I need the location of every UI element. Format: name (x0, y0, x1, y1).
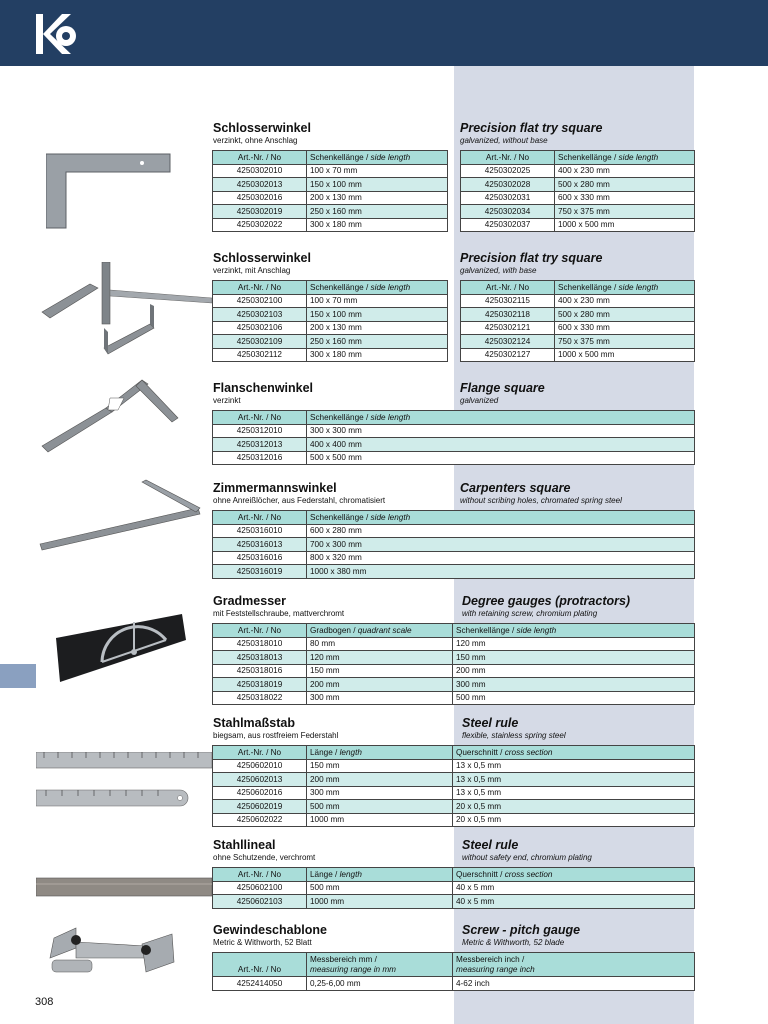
table-row: 4250312016 500 x 500 mm (213, 451, 695, 465)
col-header-side-length: Schenkellänge / side length (307, 151, 448, 165)
col-header-art-no: Art.-Nr. / No (461, 281, 555, 295)
table-row: 4250602022 1000 mm 20 x 0,5 mm (213, 813, 695, 827)
table-row: 4250302118 500 x 280 mm (461, 308, 695, 322)
table-row: 4250302025 400 x 230 mm (461, 164, 695, 178)
table-row: 4250602100 500 mm 40 x 5 mm (213, 881, 695, 895)
section-title-de: Schlosserwinkel (213, 251, 311, 265)
table-row: 4250302022 300 x 180 mm (213, 218, 448, 232)
spec-table (212, 867, 695, 909)
table-row: 4250318010 80 mm 120 mm (213, 637, 695, 651)
section-title-de: Stahlmaßstab (213, 716, 295, 730)
table-row: 4250318022 300 mm 500 mm (213, 691, 695, 705)
section-title-de: Gewindeschablone (213, 923, 327, 937)
table-row: 4250316016 800 x 320 mm (213, 551, 695, 565)
table-row: 4250602010 150 mm 13 x 0,5 mm (213, 759, 695, 773)
table-row: 4250302121 600 x 330 mm (461, 321, 695, 335)
table-row: 4250316013 700 x 300 mm (213, 538, 695, 552)
section-subtitle-en: galvanized, with base (460, 266, 537, 275)
col-header-side-length: Schenkellänge / side length (453, 624, 695, 638)
product-image-flange-square (40, 374, 180, 454)
section-title-en: Steel rule (462, 838, 519, 852)
spec-table (212, 745, 695, 827)
product-image-pitch-gauge (46, 924, 176, 980)
header-bar (0, 0, 768, 66)
section-title-en: Carpenters square (460, 481, 571, 495)
side-tab-marker (0, 664, 36, 688)
col-header-length: Länge / length (307, 868, 453, 882)
section-title-de: Stahllineal (213, 838, 276, 852)
table-row: 4250302031 600 x 330 mm (461, 191, 695, 205)
col-header-cross-section: Querschnitt / cross section (453, 868, 695, 882)
table-row: 4250316010 600 x 280 mm (213, 524, 695, 538)
table-row: 4250302115 400 x 230 mm (461, 294, 695, 308)
col-header-art-no: Art.-Nr. / No (213, 411, 307, 425)
col-header-art-no: Art.-Nr. / No (213, 868, 307, 882)
col-header-range-mm: Messbereich mm / measuring range in mm (307, 953, 453, 977)
section-title-en: Steel rule (462, 716, 519, 730)
table-row: 4250302013 150 x 100 mm (213, 178, 448, 192)
company-logo (36, 12, 80, 56)
product-image-try-square-base (40, 262, 215, 357)
col-header-cross-section: Querschnitt / cross section (453, 746, 695, 760)
table-row: 4250312010 300 x 300 mm (213, 424, 695, 438)
col-header-art-no: Art.-Nr. / No (213, 511, 307, 525)
spec-table (212, 410, 695, 465)
page-number: 308 (35, 996, 54, 1008)
spec-table (212, 510, 695, 579)
table-row: 4250602103 1000 mm 40 x 5 mm (213, 895, 695, 909)
section-subtitle-de: verzinkt (213, 396, 241, 405)
table-row: 4250316019 1000 x 380 mm (213, 565, 695, 579)
section-subtitle-de: verzinkt, ohne Anschlag (213, 136, 298, 145)
section-title-en: Precision flat try square (460, 251, 603, 265)
spec-table (212, 952, 695, 991)
col-header-art-no: Art.-Nr. / No (461, 151, 555, 165)
table-row: 4252414050 0,25-6,00 mm 4-62 inch (213, 977, 695, 991)
table-row: 4250602016 300 mm 13 x 0,5 mm (213, 786, 695, 800)
table-row: 4250602019 500 mm 20 x 0,5 mm (213, 800, 695, 814)
col-header-art-no: Art.-Nr. / No (213, 281, 307, 295)
table-row: 4250312013 400 x 400 mm (213, 438, 695, 452)
col-header-side-length: Schenkellänge / side length (555, 151, 695, 165)
section-subtitle-de: ohne Schutzende, verchromt (213, 853, 316, 862)
spec-table-left (212, 150, 448, 232)
col-header-side-length: Schenkellänge / side length (555, 281, 695, 295)
table-row: 4250302034 750 x 375 mm (461, 205, 695, 219)
section-subtitle-de: Metric & Withworth, 52 Blatt (213, 938, 312, 947)
table-row: 4250302103 150 x 100 mm (213, 308, 448, 322)
spec-table-right (460, 280, 695, 362)
section-title-en: Degree gauges (protractors) (462, 594, 631, 608)
section-title-de: Flanschenwinkel (213, 381, 314, 395)
table-row: 4250302016 200 x 130 mm (213, 191, 448, 205)
table-row: 4250318013 120 mm 150 mm (213, 651, 695, 665)
col-header-range-inch: Messbereich inch / measuring range inch (453, 953, 695, 977)
section-subtitle-en: without scribing holes, chromated spring steel (460, 496, 622, 505)
table-row: 4250302028 500 x 280 mm (461, 178, 695, 192)
section-title-en: Flange square (460, 381, 545, 395)
col-header-side-length: Schenkellänge / side length (307, 411, 695, 425)
table-row: 4250302100 100 x 70 mm (213, 294, 448, 308)
section-subtitle-de: mit Feststellschraube, mattverchromt (213, 609, 345, 618)
section-subtitle-de: ohne Anreißlöcher, aus Federstahl, chromatisiert (213, 496, 386, 505)
col-header-side-length: Schenkellänge / side length (307, 281, 448, 295)
table-row: 4250318019 200 mm 300 mm (213, 678, 695, 692)
section-subtitle-en: flexible, stainless spring steel (462, 731, 566, 740)
col-header-quadrant-scale: Gradbogen / quadrant scale (307, 624, 453, 638)
col-header-art-no: Art.-Nr. / No (213, 953, 307, 977)
product-image-steel-rule (36, 752, 214, 810)
section-subtitle-en: galvanized (460, 396, 499, 405)
section-subtitle-en: with retaining screw, chromium plating (462, 609, 598, 618)
table-row: 4250302010 100 x 70 mm (213, 164, 448, 178)
product-image-carpenters-square (38, 478, 208, 552)
col-header-side-length: Schenkellänge / side length (307, 511, 695, 525)
section-title-en: Precision flat try square (460, 121, 603, 135)
section-title-de: Schlosserwinkel (213, 121, 311, 135)
spec-table-left (212, 280, 448, 362)
table-row: 4250302037 1000 x 500 mm (461, 218, 695, 232)
col-header-length: Länge / length (307, 746, 453, 760)
table-row: 4250302127 1000 x 500 mm (461, 348, 695, 362)
table-row: 4250302112 300 x 180 mm (213, 348, 448, 362)
spec-table (212, 623, 695, 705)
section-title-de: Zimmermannswinkel (213, 481, 337, 495)
section-title-en: Screw - pitch gauge (462, 923, 581, 937)
product-image-steel-straightedge (36, 876, 214, 898)
table-row: 4250302109 250 x 160 mm (213, 335, 448, 349)
table-row: 4250318016 150 mm 200 mm (213, 664, 695, 678)
table-row: 4250302124 750 x 375 mm (461, 335, 695, 349)
section-subtitle-en: galvanized, without base (460, 136, 548, 145)
section-subtitle-en: without safety end, chromium plating (462, 853, 592, 862)
product-image-protractor (56, 610, 186, 684)
table-row: 4250302019 250 x 160 mm (213, 205, 448, 219)
table-row: 4250602013 200 mm 13 x 0,5 mm (213, 773, 695, 787)
section-subtitle-de: biegsam, aus rostfreiem Federstahl (213, 731, 339, 740)
col-header-art-no: Art.-Nr. / No (213, 746, 307, 760)
spec-table-right (460, 150, 695, 232)
section-title-de: Gradmesser (213, 594, 286, 608)
col-header-art-no: Art.-Nr. / No (213, 624, 307, 638)
section-subtitle-en: Metric & Withworth, 52 blade (462, 938, 565, 947)
section-subtitle-de: verzinkt, mit Anschlag (213, 266, 291, 275)
product-image-try-square (46, 150, 172, 232)
table-row: 4250302106 200 x 130 mm (213, 321, 448, 335)
col-header-art-no: Art.-Nr. / No (213, 151, 307, 165)
